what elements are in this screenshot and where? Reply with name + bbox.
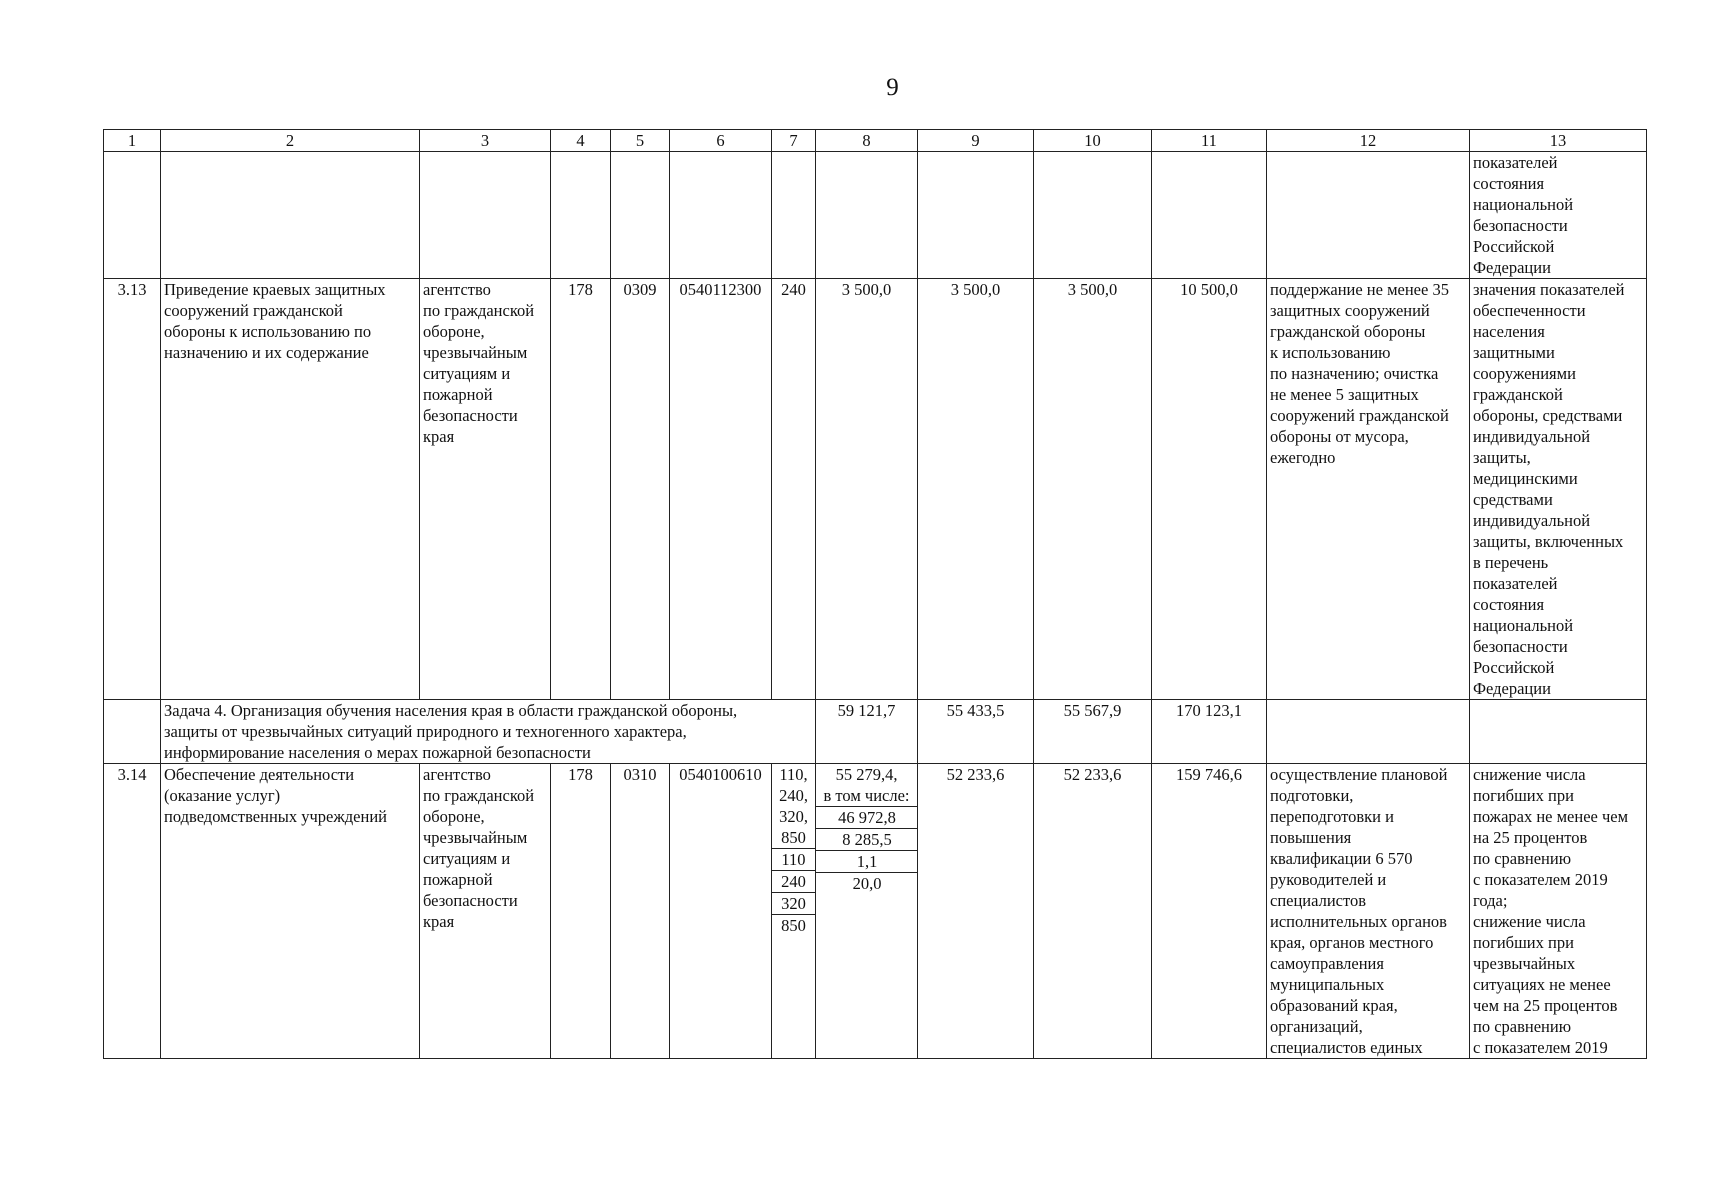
amount-year-1: 3 500,0 (816, 279, 918, 700)
amount-year-2: 52 233,6 (918, 764, 1034, 1059)
col-header-8: 8 (816, 130, 918, 152)
measure-name: Обеспечение деятельности (оказание услуг) подведомственных учреждений (161, 764, 420, 1059)
page-number: 9 (886, 74, 899, 101)
section-code: 0310 (611, 764, 670, 1059)
expense-type-codes (772, 764, 816, 1059)
col-header-2: 2 (161, 130, 420, 152)
col-header-11: 11 (1152, 130, 1267, 152)
amount-year-3: 3 500,0 (1034, 279, 1152, 700)
amount-year-3: 52 233,6 (1034, 764, 1152, 1059)
continuation-row (104, 152, 1647, 279)
task-4-text: Задача 4. Организация обучения населения края в области гражданской обороны, защиты от чрезвычайных ситуаций природного и техногенного характера, информирование населения о мерах пожарной безопасности (161, 700, 816, 764)
col-header-13: 13 (1470, 130, 1647, 152)
col-header-6: 6 (670, 130, 772, 152)
breakdown-code: 240 (772, 870, 815, 892)
col-header-4: 4 (551, 130, 611, 152)
amount-year-1: 55 279,4, в том числе: (823, 765, 910, 805)
grbs-code: 178 (551, 764, 611, 1059)
program-table (103, 129, 1647, 1059)
amount-year-2: 3 500,0 (918, 279, 1034, 700)
amount-total: 10 500,0 (1152, 279, 1267, 700)
section-code: 0309 (611, 279, 670, 700)
row-number: 3.13 (104, 279, 161, 700)
col-header-1: 1 (104, 130, 161, 152)
indicator-effect: значения показателей обеспеченности населения защитными сооружениями гражданской обороны, средствами индивидуальной защиты, медицинскими средствами индивидуальной защиты, включенных в перечень показателей состояния национальной безопасности Российской Федерации (1470, 279, 1647, 700)
expected-result: осуществление плановой подготовки, переподготовки и повышения квалификации 6 570 руководителей и специалистов исполнительных органов края, органов местного самоуправления муниципальных образований края, организаций, специалистов единых (1267, 764, 1470, 1059)
col-header-10: 10 (1034, 130, 1152, 152)
column-number-row (104, 130, 1647, 152)
expected-result: поддержание не менее 35 защитных сооружений гражданской обороны к использованию по назначению; очистка не менее 5 защитных сооружений гражданской обороны от мусора, ежегодно (1267, 279, 1470, 700)
task-4-amount-year-3: 55 567,9 (1034, 700, 1152, 764)
table-row-3-14 (104, 764, 1647, 1059)
task-4-amount-total: 170 123,1 (1152, 700, 1267, 764)
table-row-3-13 (104, 279, 1647, 700)
task-4-amount-year-2: 55 433,5 (918, 700, 1034, 764)
expense-type-list: 110, 240, 320, 850 (779, 765, 808, 847)
target-article-code: 0540112300 (670, 279, 772, 700)
col-header-3: 3 (420, 130, 551, 152)
breakdown-code: 850 (772, 914, 815, 936)
grbs-code: 178 (551, 279, 611, 700)
target-article-code: 0540100610 (670, 764, 772, 1059)
expense-type-code: 240 (772, 279, 816, 700)
executor: агентство по гражданской обороне, чрезвычайным ситуациям и пожарной безопасности края (420, 764, 551, 1059)
breakdown-code: 320 (772, 892, 815, 914)
indicator-effect: снижение числа погибших при пожарах не менее чем на 25 процентов по сравнению с показателем 2019 года; снижение числа погибших при чрезвычайных ситуациях не менее чем на 25 процентов по сравнению с показателем 2019 (1470, 764, 1647, 1059)
indicator-continued: показателей состояния национальной безопасности Российской Федерации (1470, 152, 1647, 279)
amount-total: 159 746,6 (1152, 764, 1267, 1059)
task-4-row (104, 700, 1647, 764)
executor: агентство по гражданской обороне, чрезвычайным ситуациям и пожарной безопасности края (420, 279, 551, 700)
breakdown-value: 46 972,8 (816, 806, 918, 828)
breakdown-code: 110 (772, 848, 815, 870)
col-header-7: 7 (772, 130, 816, 152)
breakdown-value: 8 285,5 (816, 828, 918, 850)
row-number: 3.14 (104, 764, 161, 1059)
amount-year-1-breakdown (816, 764, 918, 1059)
task-4-amount-year-1: 59 121,7 (816, 700, 918, 764)
col-header-12: 12 (1267, 130, 1470, 152)
breakdown-value: 1,1 (816, 850, 918, 873)
col-header-5: 5 (611, 130, 670, 152)
col-header-9: 9 (918, 130, 1034, 152)
breakdown-value: 20,0 (852, 874, 882, 893)
measure-name: Приведение краевых защитных сооружений гражданской обороны к использованию по назначению и их содержание (161, 279, 420, 700)
